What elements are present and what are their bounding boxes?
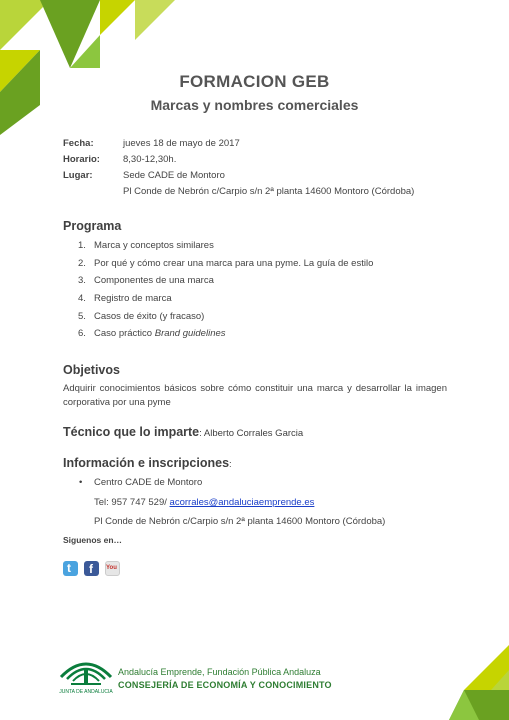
page-subtitle: Marcas y nombres comerciales <box>150 97 359 113</box>
tecnico-heading <box>63 425 303 439</box>
logo-caption: JUNTA DE ANDALUCIA <box>59 689 113 695</box>
twitter-icon[interactable] <box>63 561 78 576</box>
item-text: Casos de éxito (y fracaso) <box>94 311 205 322</box>
lugar-value: Sede CADE de Montoro <box>123 170 225 181</box>
informacion-colon: : <box>229 459 232 470</box>
twitter-glyph: t <box>67 561 71 575</box>
facebook-glyph: f <box>89 562 93 576</box>
tecnico-colon: : <box>199 428 204 439</box>
bullet: • <box>79 477 83 488</box>
junta-andalucia-logo <box>57 655 115 695</box>
item-number: 1. <box>78 240 86 251</box>
item-text-italic: Brand guidelines <box>154 328 226 339</box>
contact-line <box>94 497 314 508</box>
item-number: 2. <box>78 258 86 269</box>
informacion-label: Información e inscripciones <box>63 456 230 470</box>
item-number: 5. <box>78 311 86 322</box>
footer-org-line2: CONSEJERÍA DE ECONOMÍA Y CONOCIMIENTO <box>118 680 332 690</box>
horario-label: Horario: <box>63 154 100 165</box>
center-name: Centro CADE de Montoro <box>94 477 203 488</box>
follow-label: Siguenos en… <box>63 535 123 545</box>
horario-value: 8,30-12,30h. <box>123 154 177 165</box>
item-text <box>94 328 226 339</box>
informacion-heading <box>63 456 232 470</box>
objetivos-text: Adquirir conocimientos básicos sobre cómo constituir una marca y desarrollar la imagen corporativa por una pyme <box>63 383 447 408</box>
lugar-label: Lugar: <box>63 170 93 181</box>
tecnico-label: Técnico que lo imparte <box>63 425 200 439</box>
item-number: 6. <box>78 328 86 339</box>
phone-text: Tel: 957 747 529/ <box>94 497 170 508</box>
item-text: Por qué y cómo crear una marca para una pyme. La guía de estilo <box>94 258 374 269</box>
youtube-icon[interactable] <box>105 561 120 576</box>
fecha-value: jueves 18 de mayo de 2017 <box>123 138 240 149</box>
tecnico-name: Alberto Corrales Garcia <box>203 428 304 439</box>
email-link[interactable]: acorrales@andaluciaemprende.es <box>169 497 315 508</box>
item-text: Registro de marca <box>94 293 172 304</box>
item-text: Marca y conceptos similares <box>94 240 214 251</box>
page-title: FORMACION GEB <box>179 72 330 91</box>
programa-heading: Programa <box>63 219 122 233</box>
item-text-plain: Caso práctico <box>94 328 155 339</box>
item-number: 3. <box>78 275 86 286</box>
lugar-address: Pl Conde de Nebrón c/Carpio s/n 2ª planta 14600 Montoro (Córdoba) <box>123 186 415 197</box>
facebook-icon[interactable] <box>84 561 99 576</box>
center-address: Pl Conde de Nebrón c/Carpio s/n 2ª planta 14600 Montoro (Córdoba) <box>94 516 386 527</box>
youtube-glyph: You <box>106 565 117 571</box>
objetivos-heading: Objetivos <box>63 363 120 377</box>
fecha-label: Fecha: <box>63 138 94 149</box>
header-decoration <box>0 0 200 140</box>
item-text: Componentes de una marca <box>94 275 214 286</box>
footer-decoration <box>429 640 509 720</box>
footer-org-line1: Andalucía Emprende, Fundación Pública Andaluza <box>118 667 321 677</box>
item-number: 4. <box>78 293 86 304</box>
